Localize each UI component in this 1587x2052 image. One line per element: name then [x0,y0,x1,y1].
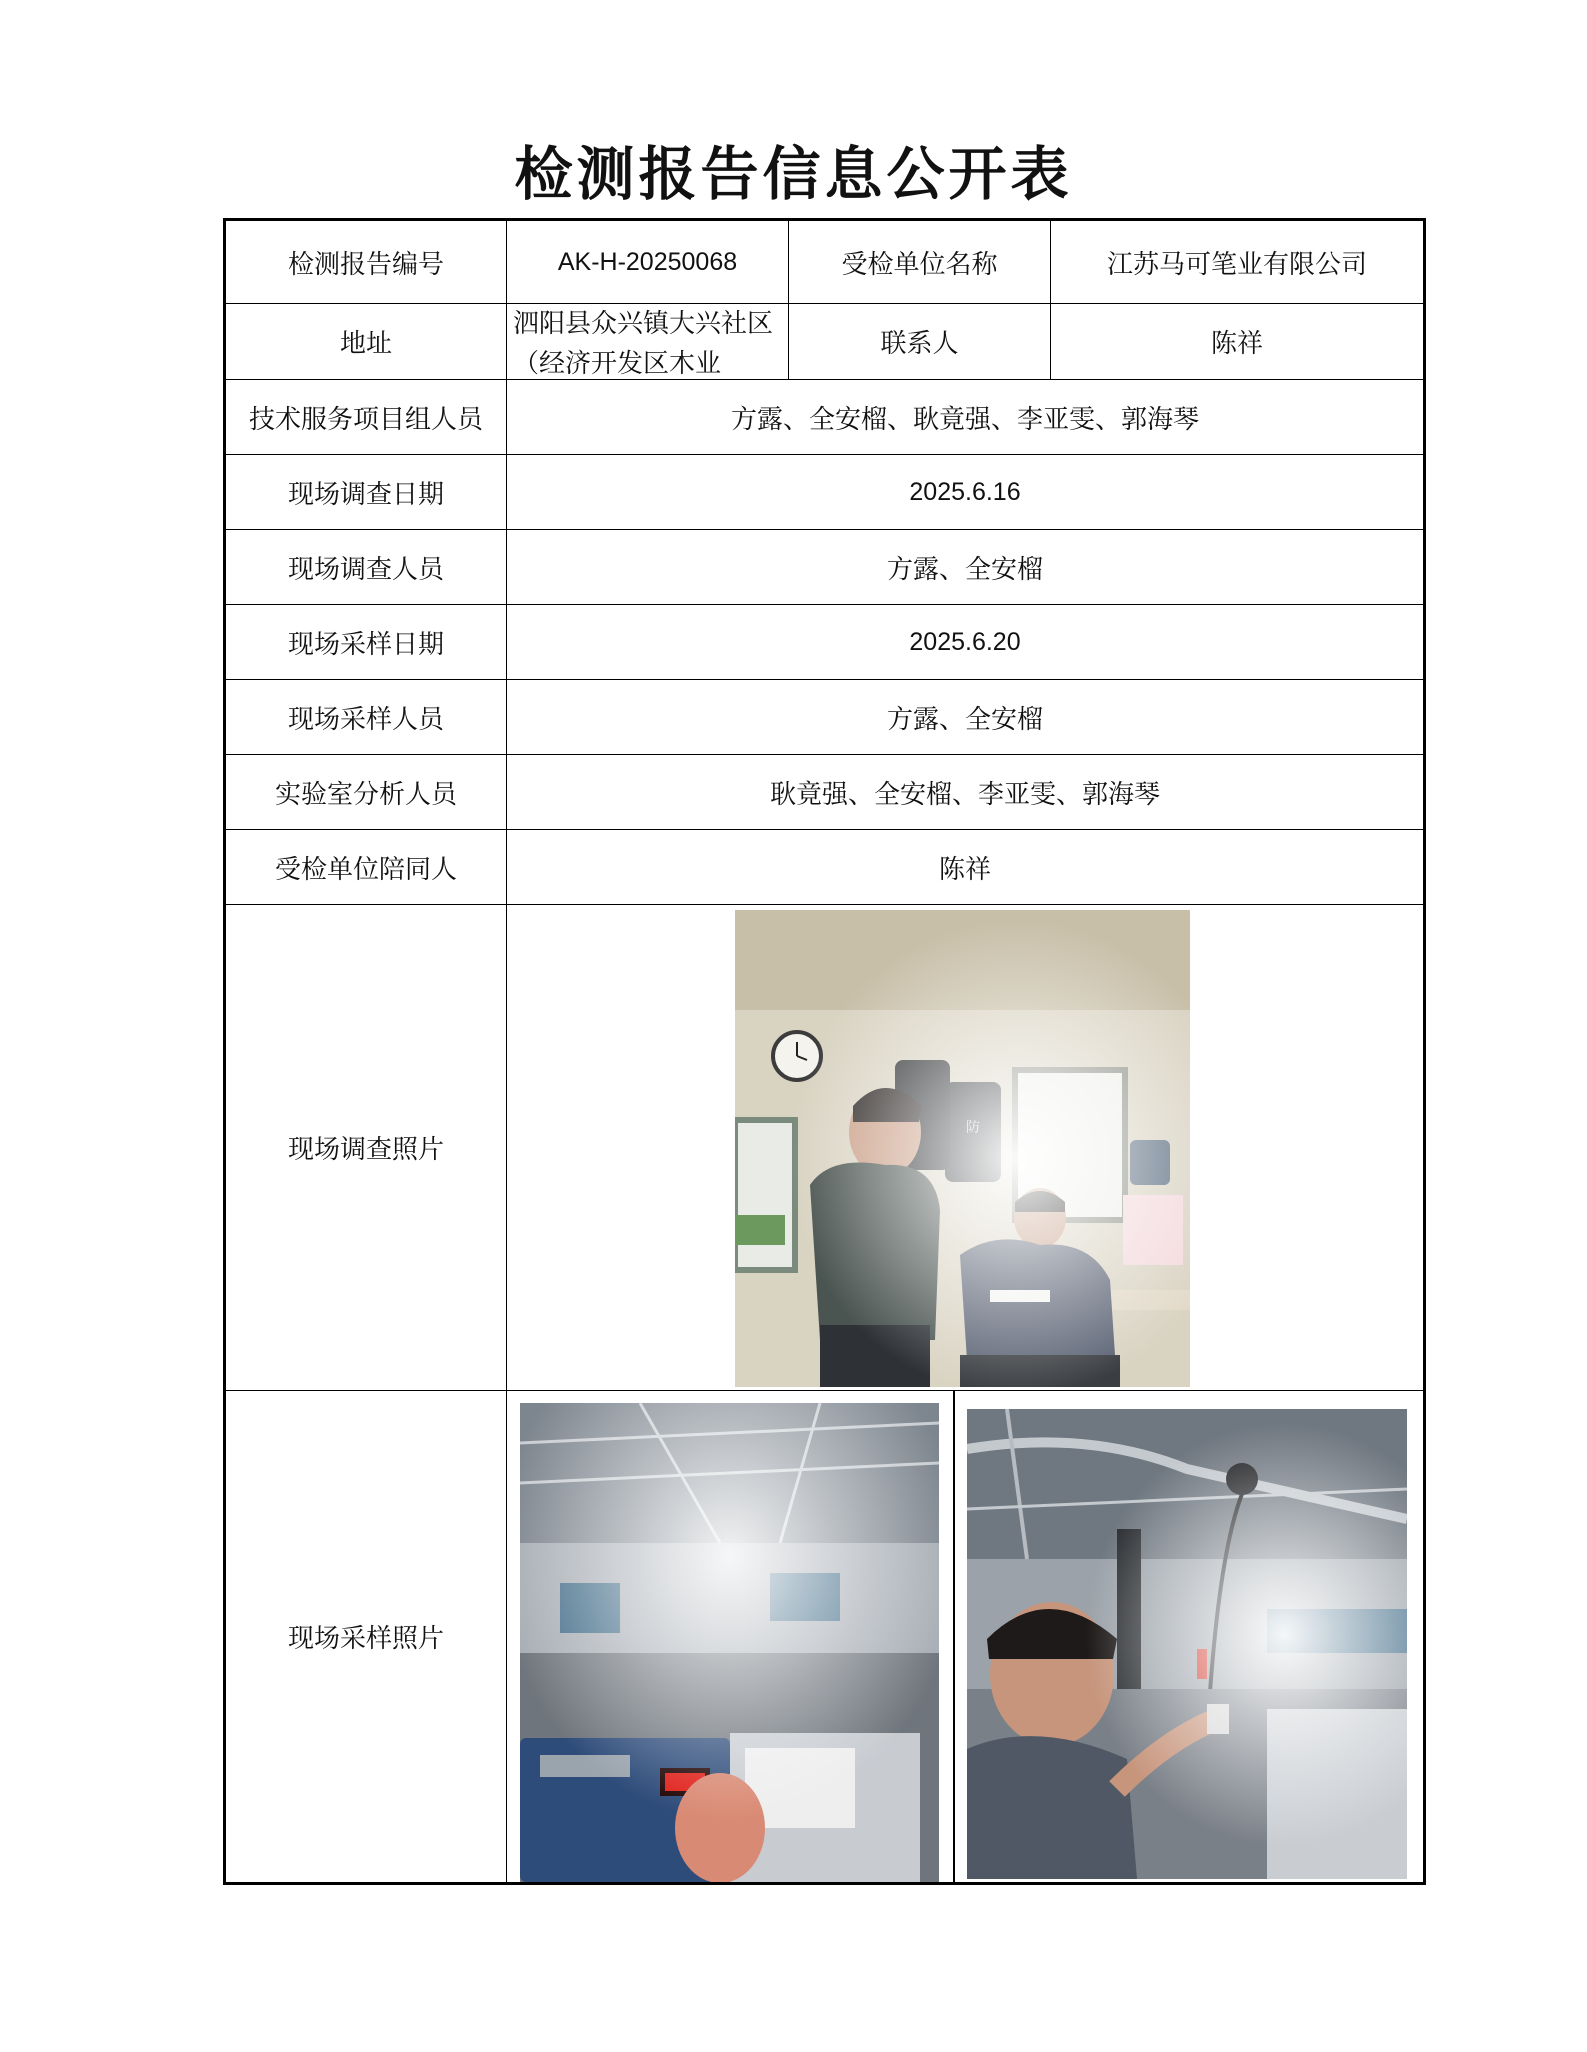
survey-photo [735,910,1190,1387]
row-survey-staff [225,530,1425,605]
lab-staff-value: 耿竟强、全安榴、李亚雯、郭海琴 [507,755,1425,830]
team-label: 技术服务项目组人员 [225,380,507,455]
escort-label: 受检单位陪同人 [225,830,507,905]
address-label: 地址 [225,304,507,380]
row-survey-photo [225,905,1425,1391]
sampling-photo-label: 现场采样照片 [225,1391,507,1884]
row-escort [225,830,1425,905]
page-title: 检测报告信息公开表 [514,140,1073,208]
row-sampling-photo [225,1391,1425,1884]
address-cell [507,304,789,380]
survey-photo-label: 现场调查照片 [225,905,507,1391]
survey-date-label: 现场调查日期 [225,455,507,530]
lab-staff-label: 实验室分析人员 [225,755,507,830]
report-no-value: AK-H-20250068 [507,220,789,304]
report-no-label: 检测报告编号 [225,220,507,304]
unit-name-value: 江苏马可笔业有限公司 [1051,220,1425,304]
sampling-staff-label: 现场采样人员 [225,680,507,755]
sampling-date-label: 现场采样日期 [225,605,507,680]
row-report-no [225,220,1425,304]
row-sampling-date [225,605,1425,680]
row-sampling-staff [225,680,1425,755]
sampling-photo-2 [967,1409,1407,1879]
report-info-table [223,218,1426,1885]
survey-staff-value: 方露、全安榴 [507,530,1425,605]
sampling-staff-value: 方露、全安榴 [507,680,1425,755]
team-value: 方露、全安榴、耿竟强、李亚雯、郭海琴 [507,380,1425,455]
survey-photo-cell [507,905,1425,1391]
address-value: 泗阳县众兴镇大兴社区（经济开发区木业 [513,308,774,378]
sampling-photo-divider [953,1391,955,1882]
sampling-photo-1 [520,1403,939,1882]
survey-date-value: 2025.6.16 [507,455,1425,530]
sampling-photos [507,1391,1423,1882]
contact-label: 联系人 [789,304,1051,380]
sampling-date-value: 2025.6.20 [507,605,1425,680]
survey-photo-image [735,910,1190,1387]
contact-value: 陈祥 [1051,304,1425,380]
unit-name-label: 受检单位名称 [789,220,1051,304]
survey-staff-label: 现场调查人员 [225,530,507,605]
escort-value: 陈祥 [507,830,1425,905]
row-survey-date [225,455,1425,530]
row-lab-staff [225,755,1425,830]
sampling-photo-1-image [520,1403,939,1882]
row-team [225,380,1425,455]
row-address [225,304,1425,380]
sampling-photo-2-image [967,1409,1407,1879]
sampling-photo-cell [507,1391,1425,1884]
